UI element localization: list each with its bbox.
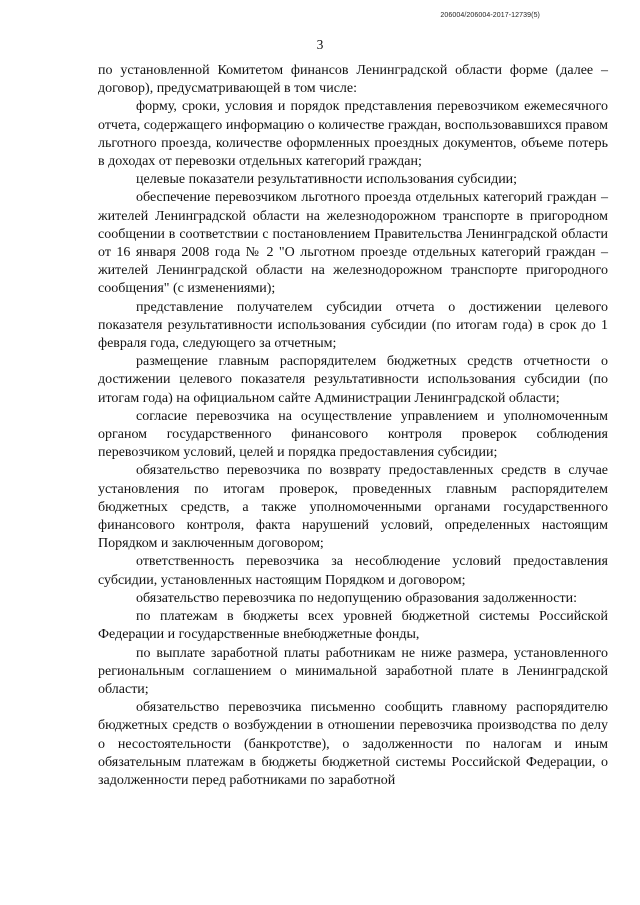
- paragraph-report-submission: представление получателем субсидии отчета о достижении целевого показателя результативности использования субсидии (по итогам года) в срок до 1 февраля года, следующего за отчетным;: [98, 299, 608, 352]
- paragraph-liability: ответственность перевозчика за несоблюдение условий предоставления субсидии, установленных настоящим Порядком и договором;: [98, 554, 608, 588]
- paragraph-target-indicators: целевые показатели результативности использования субсидии;: [136, 172, 518, 188]
- document-id: 206004/206004-2017-12739(5): [440, 12, 540, 19]
- paragraph-preferential-travel: обеспечение перевозчиком льготного проезда отдельных категорий граждан – жителей Ленинградской области на железнодорожном транспорте в пригородном сообщении в соответствии с постановлением Правительства Ленинградской области от 16 января 2008 года № 2 "О льготном проезде отдельных категорий граждан – жителей Ленинградской области на железнодорожном транспорте пригородного сообщения" (с изменениями);: [98, 190, 608, 297]
- document-body: [98, 62, 608, 790]
- paragraph-report-publication: размещение главным распорядителем бюджетных средств отчетности о достижении целевого показателя результативности использования субсидии (по итогам года) на официальном сайте Администрации Ленинградской области;: [98, 354, 608, 406]
- paragraph-wage-payments: по выплате заработной платы работникам не ниже размера, установленного региональным соглашением о минимальной заработной плате в Ленинградской области;: [98, 645, 608, 697]
- paragraph-bankruptcy-notice: обязательство перевозчика письменно сообщить главному распорядителю бюджетных средств о возбуждении в отношении перевозчика производства по делу о несостоятельности (банкротстве), о задолженности по налогам и иным обязательным платежам в бюджеты бюджетной системы Российской Федерации, о задолженности перед работниками по заработной: [98, 700, 608, 788]
- paragraph-continuation: по установленной Комитетом финансов Ленинградской области форме (далее – договор), предусматривающей в том числе:: [98, 63, 608, 97]
- paragraph-debt-prevention: обязательство перевозчика по недопущению образования задолженности:: [136, 590, 577, 606]
- paragraph-inspection-consent: согласие перевозчика на осуществление управлением и уполномоченным органом государственного финансового контроля проверок соблюдения перевозчиком условий, целей и порядка предоставления субсидии;: [98, 408, 608, 461]
- paragraph-report-form: форму, сроки, условия и порядок представления перевозчиком ежемесячного отчета, содержащего информацию о количестве граждан, воспользовавшихся правом льготного проезда, количестве оформленных проездных документов, объеме потерь в доходах от перевозки отдельных категорий граждан;: [98, 99, 608, 170]
- paragraph-refund-obligation: обязательство перевозчика по возврату предоставленных средств в случае установления по итогам проверок, проведенных главным распорядителем бюджетных средств, а также уполномоченными органами государственного финансового контроля, факта нарушений условий, определенных настоящим Порядком и заключенным договором;: [98, 463, 608, 552]
- page-number: 3: [316, 37, 324, 52]
- paragraph-budget-payments: по платежам в бюджеты всех уровней бюджетной системы Российской Федерации и государственные внебюджетные фонды,: [98, 609, 608, 643]
